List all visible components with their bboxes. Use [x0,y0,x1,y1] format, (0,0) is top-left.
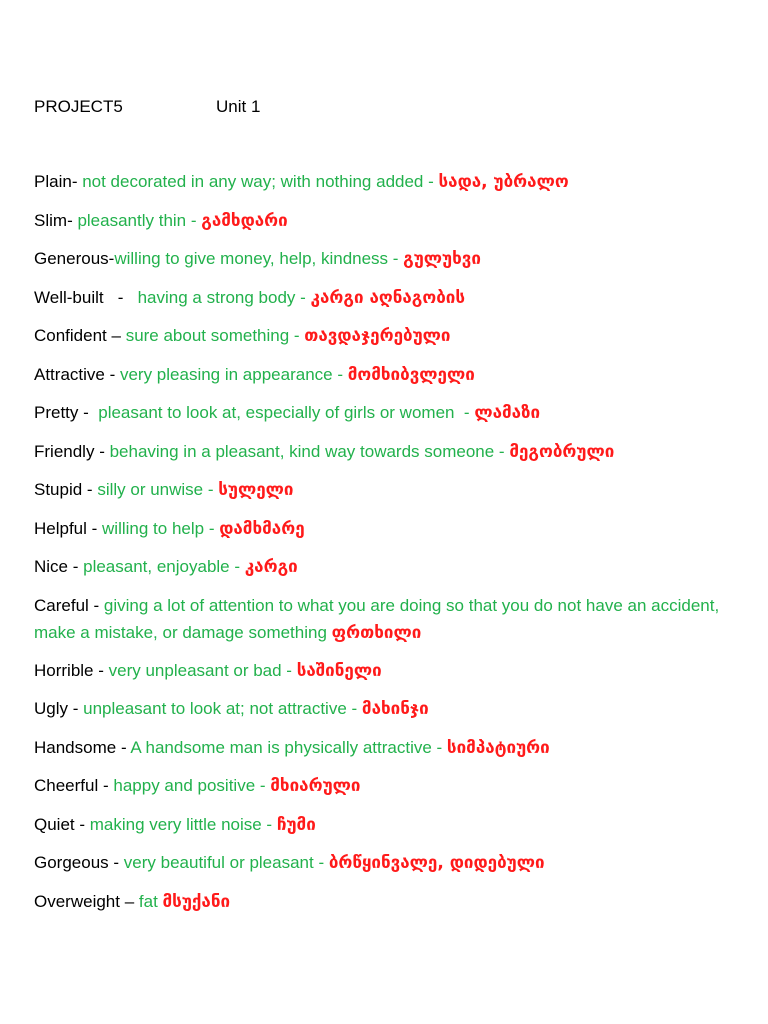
entry-translation: მომხიბვლელი [347,364,475,385]
entry-translation: მეგობრული [509,441,615,462]
entry-word: Slim [34,210,68,230]
entry-word: Attractive [34,364,105,384]
entry-separator: - [68,557,84,576]
entry-word: Stupid [34,480,83,499]
entry-translation: სიმპატიური [446,737,550,758]
entry-definition: pleasantly thin - [77,210,202,230]
vocabulary-entry [34,695,734,723]
entry-word: Overweight [34,891,120,911]
vocabulary-entry [34,657,734,685]
vocabulary-entry [34,772,734,800]
entry-separator: - [82,480,98,499]
entry-word: Cheerful [34,776,99,795]
entry-word: Careful [34,595,89,615]
entry-separator: - [78,403,99,422]
entry-separator: - [104,364,120,384]
vocabulary-entry [34,361,734,389]
entry-translation: კარგი [244,557,298,577]
vocabulary-entry [34,553,734,581]
entry-translation: სადა, უბრალო [438,172,569,192]
entry-translation: გამხდარი [201,210,288,231]
entry-translation: მხიარული [270,776,361,796]
entry-translation: ლამაზი [474,403,541,423]
entry-separator: - [71,172,83,191]
entry-separator: - [108,249,115,268]
entry-separator: - [94,441,110,461]
entry-definition: willing to help - [102,518,220,538]
entry-separator: – [119,891,139,911]
entry-separator: - [98,776,114,795]
entry-word: Helpful [34,518,87,538]
vocabulary-entry [34,811,734,839]
entry-definition: giving a lot of attention to what you are doing so that you do not have an accident, make a mistake, or damage something [34,595,720,642]
entry-translation: დამხმარე [219,518,305,539]
vocabulary-list [34,168,734,916]
entry-definition: pleasant, enjoyable - [83,557,245,576]
vocabulary-entry [34,245,734,273]
entry-word: Handsome [34,737,117,757]
entry-definition: fat [138,891,163,911]
entry-definition: A handsome man is physically attractive - [130,737,447,757]
entry-translation: თავდაჯერებული [304,326,451,346]
document-header [34,95,734,119]
entry-separator: - [108,853,124,872]
entry-word: Well-built [34,287,104,307]
entry-word: Pretty [34,403,79,422]
entry-separator: - [93,660,109,680]
entry-translation: სულელი [218,480,294,500]
entry-word: Horrible [34,660,94,680]
vocabulary-entry [34,207,734,235]
entry-definition: willing to give money, help, kindness - [114,249,404,268]
vocabulary-entry [34,284,734,312]
entry-word: Generous [34,249,109,268]
document-page [34,95,734,926]
vocabulary-entry [34,592,734,647]
vocabulary-entry [34,515,734,543]
entry-definition: silly or unwise - [97,480,219,499]
vocabulary-entry [34,849,734,877]
entry-word: Quiet [34,814,75,834]
entry-definition: unpleasant to look at; not attractive - [83,699,362,718]
vocabulary-entry [34,734,734,762]
entry-translation: კარგი აღნაგობის [310,287,466,308]
project-title: PROJECT5 [34,97,123,116]
entry-word: Confident [34,326,107,345]
entry-definition: not decorated in any way; with nothing added - [82,172,439,191]
vocabulary-entry [34,438,734,466]
entry-definition: very pleasing in appearance - [119,364,348,384]
entry-separator: - [103,287,138,307]
entry-word: Nice [34,557,69,576]
entry-separator: - [74,814,90,834]
entry-definition: very beautiful or pleasant - [123,853,329,872]
vocabulary-entry [34,168,734,196]
entry-definition: having a strong body - [137,287,311,307]
entry-word: Gorgeous [34,853,109,872]
vocabulary-entry [34,476,734,504]
entry-translation: მახინჯი [361,699,429,719]
unit-title: Unit 1 [216,97,261,116]
entry-definition: behaving in a pleasant, kind way towards someone - [109,441,510,461]
vocabulary-entry [34,888,734,916]
entry-translation: ბრწყინვალე, დიდებული [328,853,545,873]
entry-translation: ფრთხილი [331,622,422,643]
vocabulary-entry [34,399,734,427]
entry-word: Friendly [34,441,95,461]
vocabulary-entry [34,322,734,350]
entry-translation: ჩუმი [276,814,316,835]
entry-separator: – [106,326,126,345]
entry-word: Plain [34,172,72,191]
entry-translation: მსუქანი [162,891,231,912]
entry-separator: - [88,595,104,615]
entry-definition: very unpleasant or bad - [108,660,297,680]
entry-translation: გულუხვი [403,249,481,269]
entry-definition: happy and positive - [113,776,271,795]
entry-definition: making very little noise - [89,814,277,834]
entry-translation: საშინელი [296,660,382,681]
entry-separator: - [116,737,131,757]
entry-separator: - [68,699,84,718]
entry-separator: - [86,518,103,538]
entry-definition: pleasant to look at, especially of girls or women - [98,403,475,422]
entry-separator: - [67,210,78,230]
entry-definition: sure about something - [125,326,305,345]
entry-word: Ugly [34,699,69,718]
